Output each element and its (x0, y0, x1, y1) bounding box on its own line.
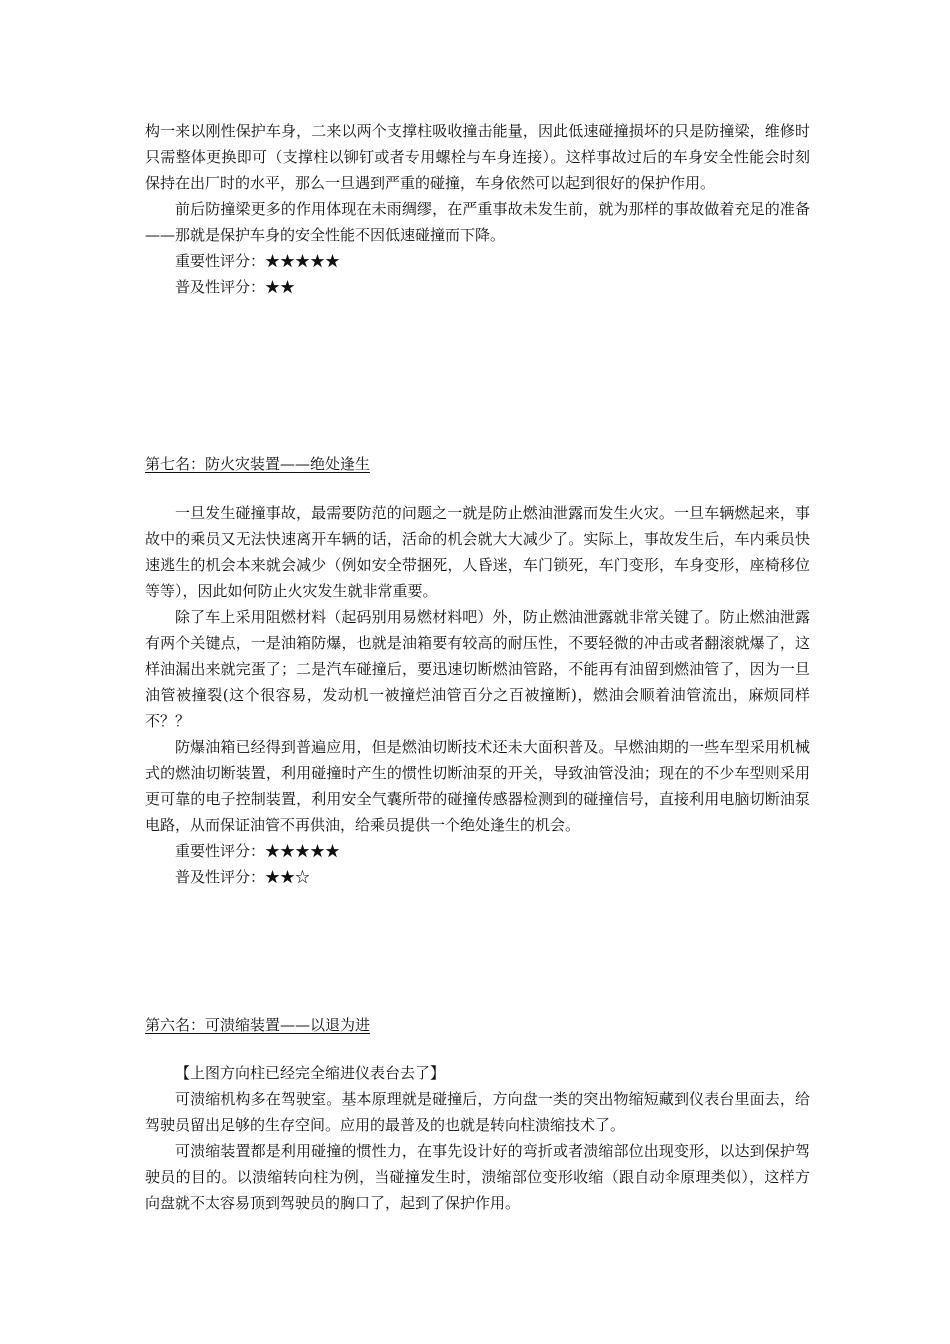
section-heading-rank-7: 第七名：防火灾装置——绝处逢生 (145, 455, 371, 473)
importance-rating: 重要性评分：★★★★★ (175, 842, 341, 860)
paragraph: 前后防撞梁更多的作用体现在未雨绸缪，在严重事故未发生前，就为那样的事故做着充足的准备——那就是保护车身的安全性能不因低速碰撞而下降。 (145, 200, 810, 244)
paragraph: 构一来以刚性保护车身，二来以两个支撑柱吸收撞击能量，因此低速碰撞损坏的只是防撞梁，维修时只需整体更换即可（支撑柱以铆钉或者专用螺栓与车身连接）。这样事故过后的车身安全性能会时刻保持在出厂时的水平，那么一旦遇到严重的碰撞，车身依然可以起到很好的保护作用。 (145, 122, 810, 192)
importance-rating: 重要性评分：★★★★★ (175, 252, 341, 270)
popularity-rating: 普及性评分：★★☆ (175, 868, 311, 886)
section-rank-6-body (145, 1060, 810, 1216)
section-rank-7-body (145, 500, 810, 890)
paragraph: 可溃缩装置都是利用碰撞的惯性力，在事先设计好的弯折或者溃缩部位出现变形，以达到保护驾驶员的目的。以溃缩转向柱为例，当碰撞发生时，溃缩部位变形收缩（跟自动伞原理类似），这样方向盘就不太容易顶到驾驶员的胸口了，起到了保护作用。 (145, 1142, 810, 1212)
paragraph: 可溃缩机构多在驾驶室。基本原理就是碰撞后，方向盘一类的突出物缩短藏到仪表台里面去，给驾驶员留出足够的生存空间。应用的最普及的也就是转向柱溃缩技术了。 (145, 1090, 810, 1134)
image-caption: 【上图方向柱已经完全缩进仪表台去了】 (175, 1064, 446, 1082)
paragraph: 防爆油箱已经得到普遍应用，但是燃油切断技术还未大面积普及。早燃油期的一些车型采用机械式的燃油切断装置，利用碰撞时产生的惯性切断油泵的开关，导致油管没油；现在的不少车型则采用更可靠的电子控制装置，利用安全气囊所带的碰撞传感器检测到的碰撞信号，直接利用电脑切断油泵电路，从而保证油管不再供油，给乘员提供一个绝处逢生的机会。 (145, 738, 810, 834)
previous-section-continuation (145, 118, 810, 300)
paragraph: 除了车上采用阻燃材料（起码别用易燃材料吧）外，防止燃油泄露就非常关键了。防止燃油泄露有两个关键点，一是油箱防爆，也就是油箱要有较高的耐压性，不要轻微的冲击或者翻滚就爆了，这样油漏出来就完蛋了；二是汽车碰撞后，要迅速切断燃油管路，不能再有油留到燃油管了，因为一旦油管被撞裂(这个很容易，发动机一被撞烂油管百分之百被撞断)，燃油会顺着油管流出，麻烦同样不？？ (145, 608, 810, 730)
paragraph: 一旦发生碰撞事故，最需要防范的问题之一就是防止燃油泄露而发生火灾。一旦车辆燃起来，事故中的乘员又无法快速离开车辆的话，活命的机会就大大减少了。实际上，事故发生后，车内乘员快速逃生的机会本来就会减少（例如安全带捆死，人昏迷，车门锁死，车门变形，车身变形，座椅移位等等），因此如何防止火灾发生就非常重要。 (145, 504, 810, 600)
popularity-rating: 普及性评分：★★ (175, 278, 296, 296)
section-heading-rank-6: 第六名：可溃缩装置——以退为进 (145, 1016, 371, 1034)
